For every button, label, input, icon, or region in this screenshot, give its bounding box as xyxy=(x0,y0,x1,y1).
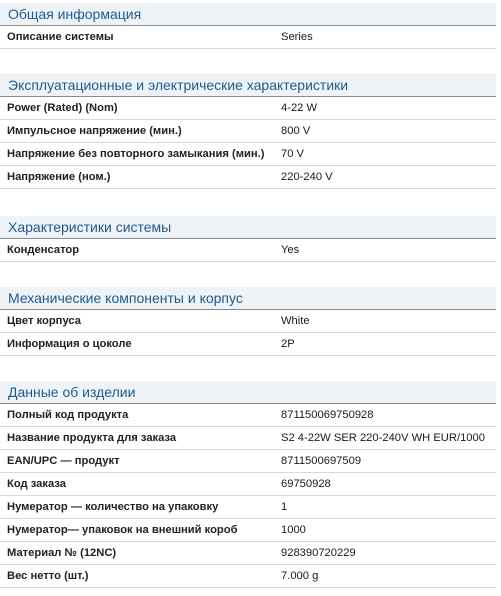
spec-label: Конденсатор xyxy=(7,244,80,256)
section-operating-electrical xyxy=(0,74,496,189)
section-system-characteristics xyxy=(0,216,496,262)
section-header xyxy=(0,381,496,404)
spec-value: 220-240 V xyxy=(281,171,333,183)
spec-label: EAN/UPC — продукт xyxy=(7,455,120,467)
spec-label: Цвет корпуса xyxy=(7,315,81,327)
spec-label: Полный код продукта xyxy=(7,409,129,421)
section-header xyxy=(0,3,496,26)
spec-value: 7.000 g xyxy=(281,570,319,582)
section-header xyxy=(0,74,496,97)
spec-label: Название продукта для заказа xyxy=(7,432,177,444)
spec-value: 69750928 xyxy=(281,478,331,490)
spec-value: S2 4-22W SER 220-240V WH EUR/1000 xyxy=(281,432,485,444)
spec-row xyxy=(0,542,496,565)
section-general-info xyxy=(0,3,496,49)
spec-row xyxy=(0,97,496,120)
spec-row xyxy=(0,26,496,49)
section-header xyxy=(0,287,496,310)
spec-label: Power (Rated) (Nom) xyxy=(7,102,118,114)
spec-row xyxy=(0,473,496,496)
spec-row xyxy=(0,310,496,333)
spec-label: Импульсное напряжение (мин.) xyxy=(7,125,182,137)
spec-row xyxy=(0,239,496,262)
spec-row xyxy=(0,404,496,427)
spec-label: Код заказа xyxy=(7,478,66,490)
spec-row xyxy=(0,143,496,166)
section-header xyxy=(0,216,496,239)
section-title: Данные об изделии xyxy=(8,384,136,400)
section-title: Эксплуатационные и электрические характеристики xyxy=(8,77,349,93)
section-title: Характеристики системы xyxy=(8,219,172,235)
spec-row xyxy=(0,166,496,189)
spec-row xyxy=(0,450,496,473)
spec-label: Нумератор— упаковок на внешний короб xyxy=(7,524,238,536)
spec-label: Нумератор — количество на упаковку xyxy=(7,501,219,513)
spec-label: Напряжение (ном.) xyxy=(7,171,111,183)
spec-label: Материал № (12NC) xyxy=(7,547,117,559)
spec-value: 928390720229 xyxy=(281,547,356,559)
spec-label: Напряжение без повторного замыкания (мин.) xyxy=(7,148,265,160)
spec-value: Series xyxy=(281,31,313,43)
section-title: Общая информация xyxy=(8,6,142,22)
spec-value: 8711500697509 xyxy=(281,455,362,467)
spec-value: 1000 xyxy=(281,524,306,536)
section-mechanical-housing xyxy=(0,287,496,356)
spec-value: 871150069750928 xyxy=(281,409,374,421)
spec-row xyxy=(0,565,496,588)
spec-row xyxy=(0,519,496,542)
spec-label: Вес нетто (шт.) xyxy=(7,570,89,582)
spec-value: 4-22 W xyxy=(281,102,318,114)
spec-value: 2P xyxy=(281,338,295,350)
spec-row xyxy=(0,120,496,143)
spec-row xyxy=(0,496,496,519)
spec-value: 70 V xyxy=(281,148,305,160)
spec-value: White xyxy=(281,315,310,327)
spec-value: Yes xyxy=(281,244,300,256)
spec-value: 1 xyxy=(281,501,288,513)
section-product-data xyxy=(0,381,496,588)
spec-label: Информация о цоколе xyxy=(7,338,132,350)
spec-row xyxy=(0,427,496,450)
section-title: Механические компоненты и корпус xyxy=(8,290,243,306)
spec-label: Описание системы xyxy=(7,31,114,43)
spec-value: 800 V xyxy=(281,125,311,137)
spec-row xyxy=(0,333,496,356)
